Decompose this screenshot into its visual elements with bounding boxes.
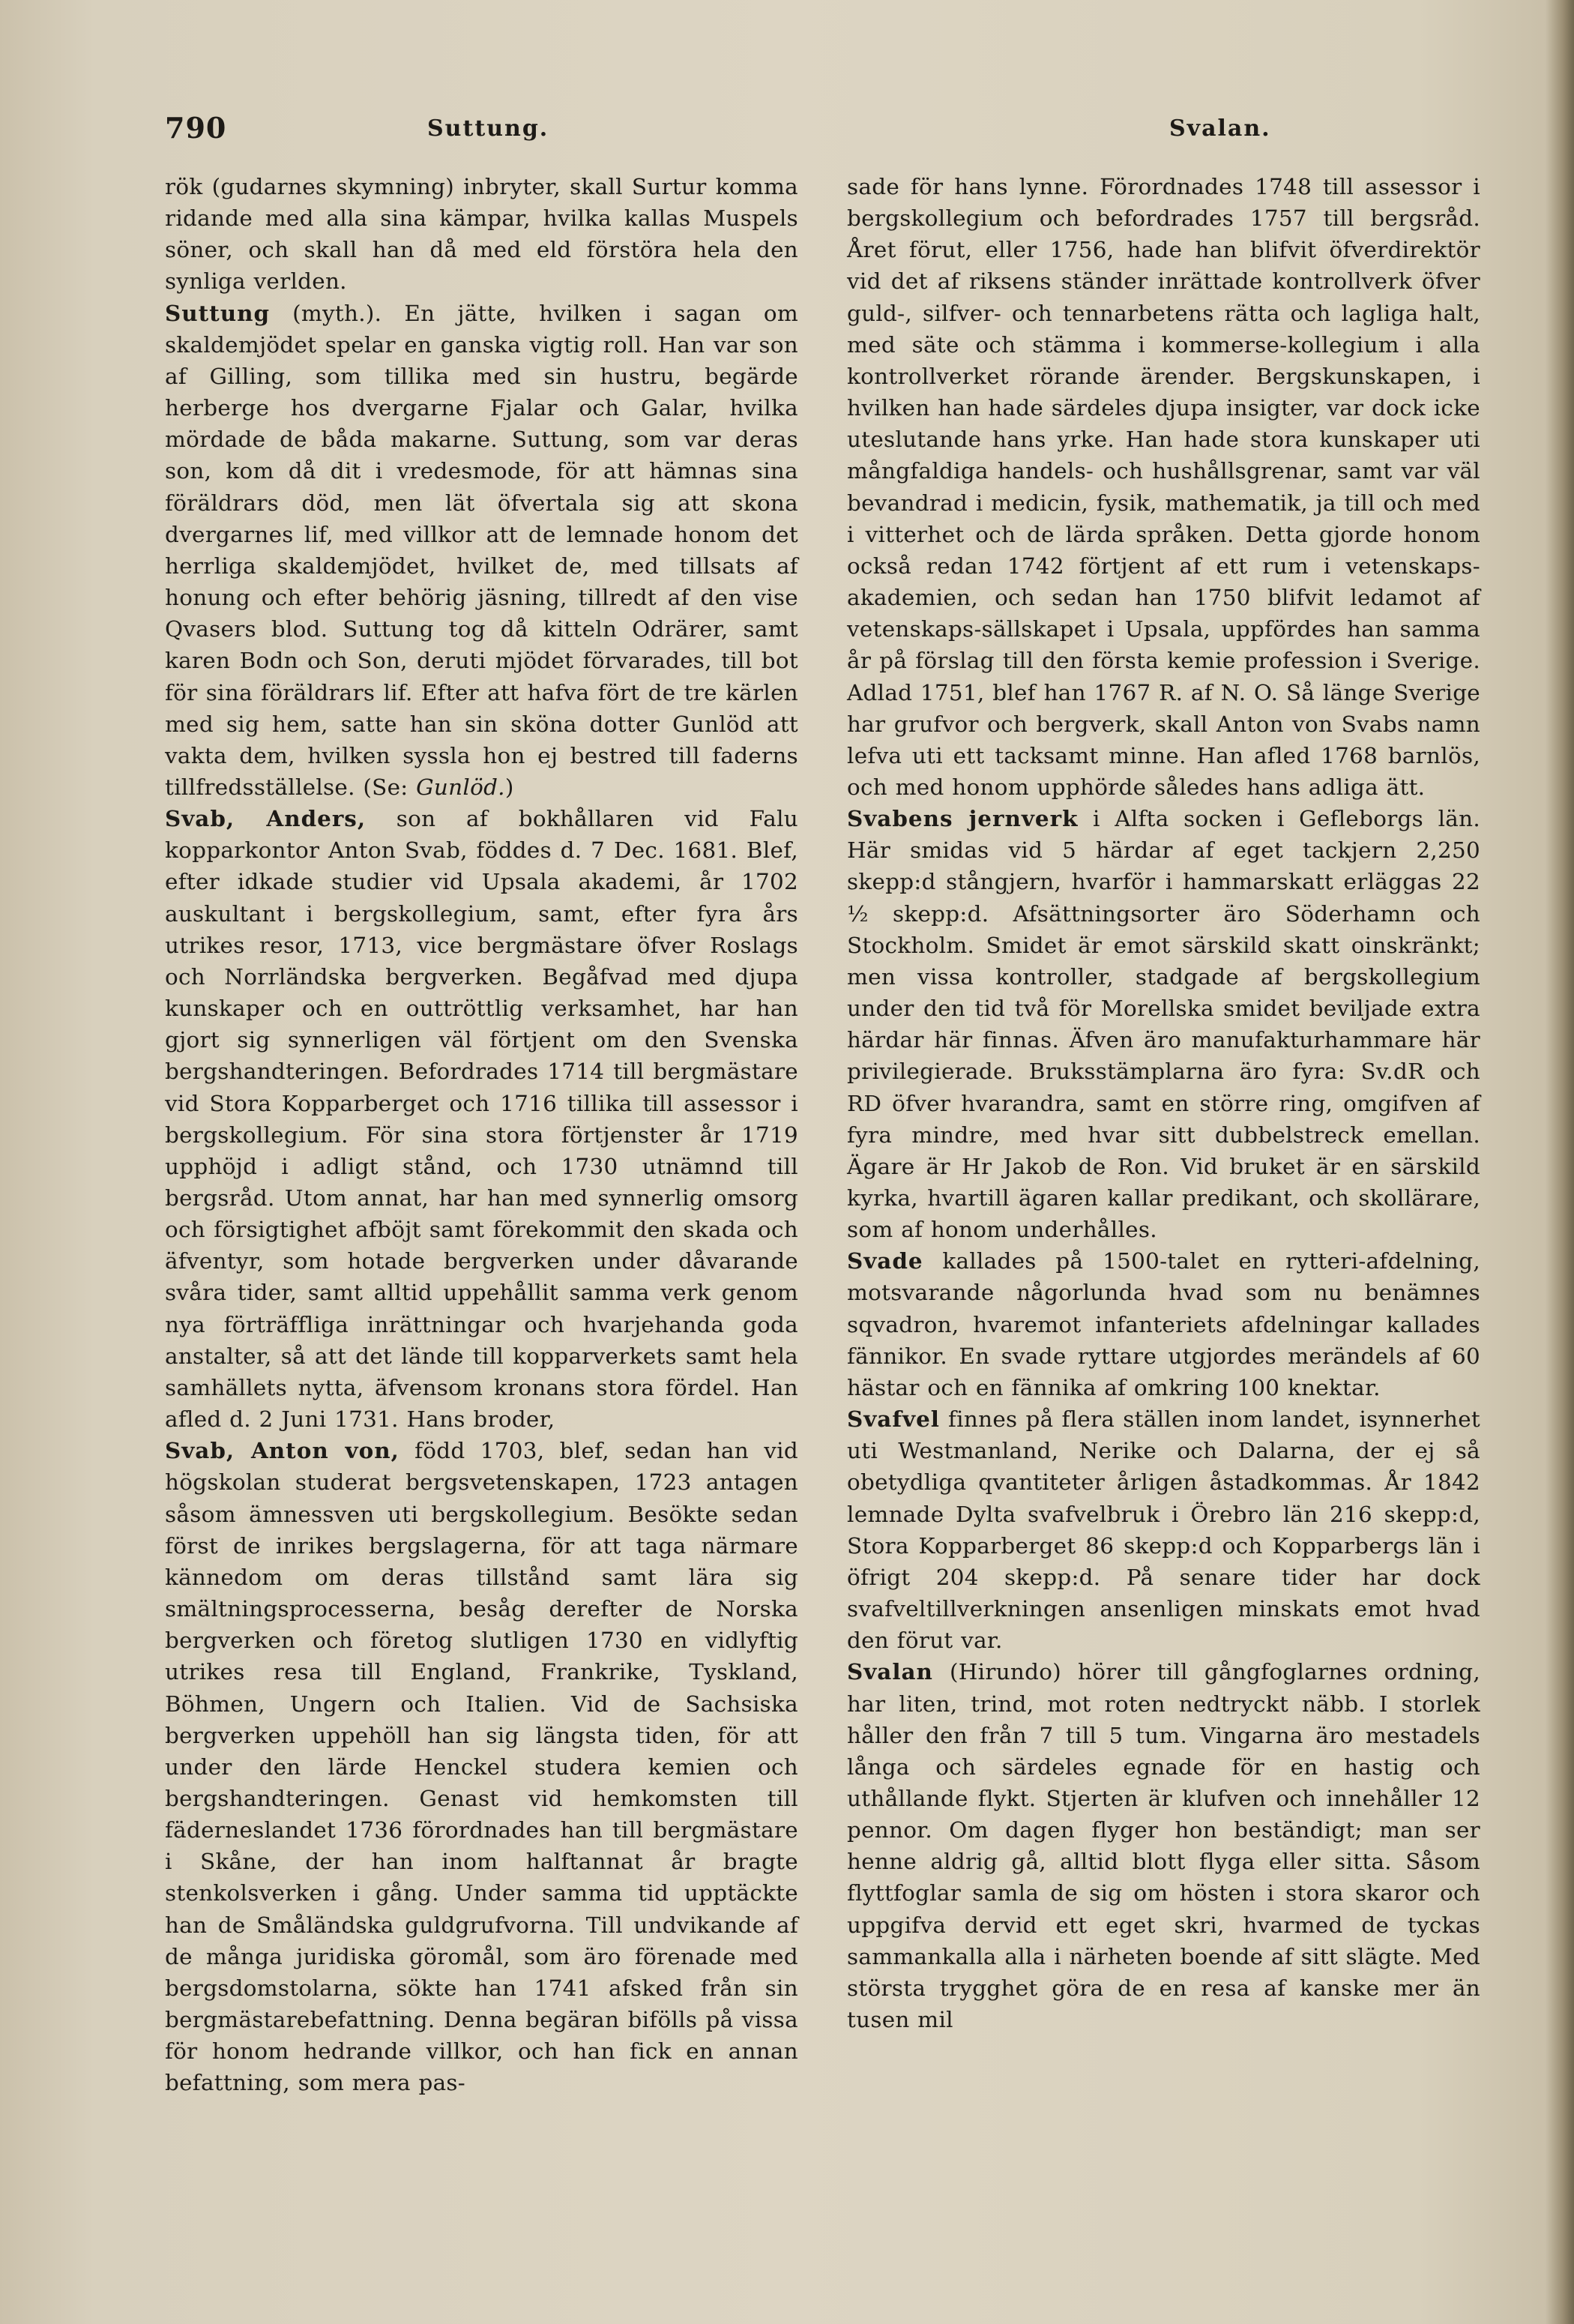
entry-svab-anton: [165, 1435, 798, 2098]
entry-svade: [847, 1245, 1480, 1403]
page-edge-shadow: [1546, 0, 1574, 2324]
entry-headword: Svalan: [847, 1658, 933, 1685]
running-header: [165, 111, 1484, 156]
entry-text: son af bokhållaren vid Falu kopparkontor Anton Svab, föddes d. 7 Dec. 1681. Blef, efter idkade studier vid Upsala akademi, år 1702 auskultant i bergskollegium, samt, efter fyra års utrikes resor, 1713, vice bergmästare öfver Roslags och Norrländska bergverken. Begåfvad med djupa kunskaper och en outtröttlig verksamhet, har han gjort sig synnerligen väl förtjent om den Svenska bergshandteringen. Befordrades 1714 till bergmästare vid Stora Kopparberget och 1716 tillika till assessor i bergskollegium. För sina stora förtjenster år 1719 upphöjd i adligt stånd, och 1730 utnämnd till bergsråd. Utom annat, har han med synnerlig omsorg och försigtighet afböjt samt förekommit den skada och äfventyr, som hotade bergverken under dåvarande svåra tider, samt alltid uppehållit samma verk genom nya förträffliga inrättningar och hvarjehanda goda anstalter, så att det lände till kopparverkets samt hela samhällets nytta, äfvensom kronans stora fördel. Han afled d. 2 Juni 1731. Hans broder,: [165, 806, 799, 1433]
entry-text: (Hirundo) hörer till gångfoglarnes ordning, har liten, trind, mot roten nedtryckt näbb. I storlek håller den från 7 till 5 tum. Vingarna äro mestadels långa och särdeles egnade för en hastig och uthållande flykt. Stjerten är klufven och innehåller 12 pennor. Om dagen flyger hon beständigt; man ser henne aldrig gå, alltid blott flyga eller sitta. Såsom flyttfoglar samla de sig om hösten i stora skaror och uppgifva dervid ett eget skri, hvarmed de tyckas sammankalla alla i närheten boende af sitt slägte. Med största trygghet göra de en resa af kanske mer än tusen mil: [847, 1659, 1480, 2033]
entry-text: sade för hans lynne. Förordnades 1748 till assessor i bergskollegium och befordrades 1757 till bergsråd. Året förut, eller 1756, hade han blifvit öfverdirektör vid det af riksens ständer inrättade kontrollverk öfver guld-, silfver- och tennarbetens rätta och lagliga halt, med säte och stämma i kommerse-kollegium i alla kontrollverket rörande ärender. Bergskunskapen, i hvilken han hade särdeles djupa insigter, var dock icke uteslutande hans yrke. Han hade stora kunskaper uti mångfaldiga handels- och hushållsgrenar, samt var väl bevandrad i medicin, fysik, mathematik, ja till och med i vitterhet och de lärda språken. Detta gjorde honom också redan 1742 förtjent af ett rum i vetenskaps-akademien, och sedan han 1750 blifvit ledamot af vetenskaps-sällskapet i Upsala, uppfördes han samma år på förslag till den första kemie profession i Sverige. Adlad 1751, blef han 1767 R. af N. O. Så länge Sverige har grufvor och bergverk, skall Anton von Svabs namn lefva uti ett tacksamt minne. Han afled 1768 barnlös, och med honom upphörde således hans adliga ätt.: [847, 174, 1480, 800]
left-column: [165, 171, 798, 2099]
entry-svafvel: [847, 1403, 1480, 1656]
entry-text: född 1703, blef, sedan han vid högskolan studerat bergsvetenskapen, 1723 antagen såsom ämnessven uti bergskollegium. Besökte sedan först de inrikes bergslagerna, för att taga närmare kännedom om deras tillstånd samt lära sig smältningsprocesserna, besåg derefter de Norska bergverken och företog slutligen 1730 en vidlyftig utrikes resa till England, Frankrike, Tyskland, Böhmen, Ungern och Italien. Vid de Sachsiska bergverken uppehöll han sig längsta tiden, för att under den lärde Henckel studera kemien och bergshandteringen. Genast vid hemkomsten till fäderneslandet 1736 förordnades han till bergmästare i Skåne, der han inom halftannat år bragte stenkolsverken i gång. Under samma tid upptäckte han de Småländska guldgrufvorna. Till undvikande af de många juridiska göromål, som äro förenade med bergsdomstolarna, sökte han 1741 afsked från sin bergmästarebefattning. Denna begäran bifölls på vissa för honom hedrande villkor, och han fick en annan befattning, som mera pas-: [165, 1438, 798, 2096]
entry-headword: Svafvel: [847, 1406, 940, 1433]
entry-text: i Alfta socken i Gefleborgs län. Här smidas vid 5 härdar af eget tackjern 2,250 skepp:d stångjern, hvarför i hammarskatt erläggas 22 ½ skepp:d. Afsättningsorter äro Söderhamn och Stockholm. Smidet är emot särskild skatt oinskränkt; men vissa kontroller, stadgade af bergskollegium under den tid två för Morellska smidet beviljade extra härdar här finnas. Äfven äro manufakturhammare här privilegierade. Bruksstämplarna äro fyra: Sv.dR och RD öfver hvarandra, samt en större ring, omgifven af fyra mindre, med hvar sitt dubbelstreck emellan. Ägare är Hr Jakob de Ron. Vid bruket är en särskild kyrka, hvartill ägaren kallar predikant, och skollärare, som af honom underhålles.: [847, 806, 1480, 1243]
entry-headword: Svab, Anton von,: [165, 1437, 399, 1464]
page-number: 790: [165, 111, 227, 145]
entry-headword: Suttung: [165, 299, 271, 326]
cross-reference: Gunlöd.: [416, 774, 505, 800]
entry-svab-anders: [165, 803, 798, 1435]
entry-svab-anton-continued: [847, 171, 1480, 803]
entry-suttung: [165, 298, 798, 804]
entry-text-end: ): [504, 774, 514, 800]
entry-svalan: [847, 1656, 1480, 2035]
entry-headword: Svade: [847, 1247, 923, 1274]
running-head-right: Svalan.: [1169, 115, 1271, 142]
entry-surtur-continued: [165, 171, 798, 298]
entry-text: rök (gudarnes skymning) inbryter, skall Surtur komma ridande med alla sina kämpar, hvilka kallas Muspels söner, och skall han då med eld förstöra hela den synliga verlden.: [165, 174, 798, 295]
entry-headword: Svabens jernverk: [847, 805, 1079, 832]
running-head-left: Suttung.: [427, 115, 549, 142]
entry-text: finnes på flera ställen inom landet, isynnerhet uti Westmanland, Nerike och Dalarna, der ej så obetydliga qvantiteter årligen åstadkommas. År 1842 lemnade Dylta svafvelbruk i Örebro län 216 skepp:d, Stora Kopparberget 86 skepp:d och Kopparbergs län i öfrigt 204 skepp:d. På senare tider har dock svafveltillverkningen ansenligen minskats emot hvad den förut var.: [847, 1406, 1480, 1654]
entry-svabens-jernverk: [847, 803, 1480, 1245]
right-column: [847, 171, 1480, 2035]
entry-text: kallades på 1500-talet en rytteri-afdelning, motsvarande någorlunda hvad som nu benämnes sqvadron, hvaremot infanteriets afdelningar kallades fännikor. En svade ryttare utgjordes merändels af 60 hästar och en fännika af omkring 100 knektar.: [847, 1248, 1480, 1400]
entry-text: (myth.). En jätte, hvilken i sagan om skaldemjödet spelar en ganska vigtig roll. Han var son af Gilling, som tillika med sin hustru, begärde herberge hos dvergarne Fjalar och Galar, hvilka mördade de båda makarne. Suttung, som var deras son, kom då dit i vredesmode, för att hämnas sina föräldrars död, men lät öfvertala sig att skona dvergarnes lif, med villkor att de lemnade honom det herrliga skaldemjödet, hvilket de, med tillsats af honung och efter behörig jäsning, tillredt af den vise Qvasers blod. Suttung tog då kitteln Odrärer, samt karen Bodn och Son, deruti mjödet förvarades, till bot för sina föräldrars lif. Efter att hafva fört de tre kärlen med sig hem, satte han sin sköna dotter Gunlöd att vakta dem, hvilken syssla hon ej bestred till faderns tillfredsställelse. (Se:: [165, 300, 798, 800]
entry-headword: Svab, Anders,: [165, 805, 367, 832]
